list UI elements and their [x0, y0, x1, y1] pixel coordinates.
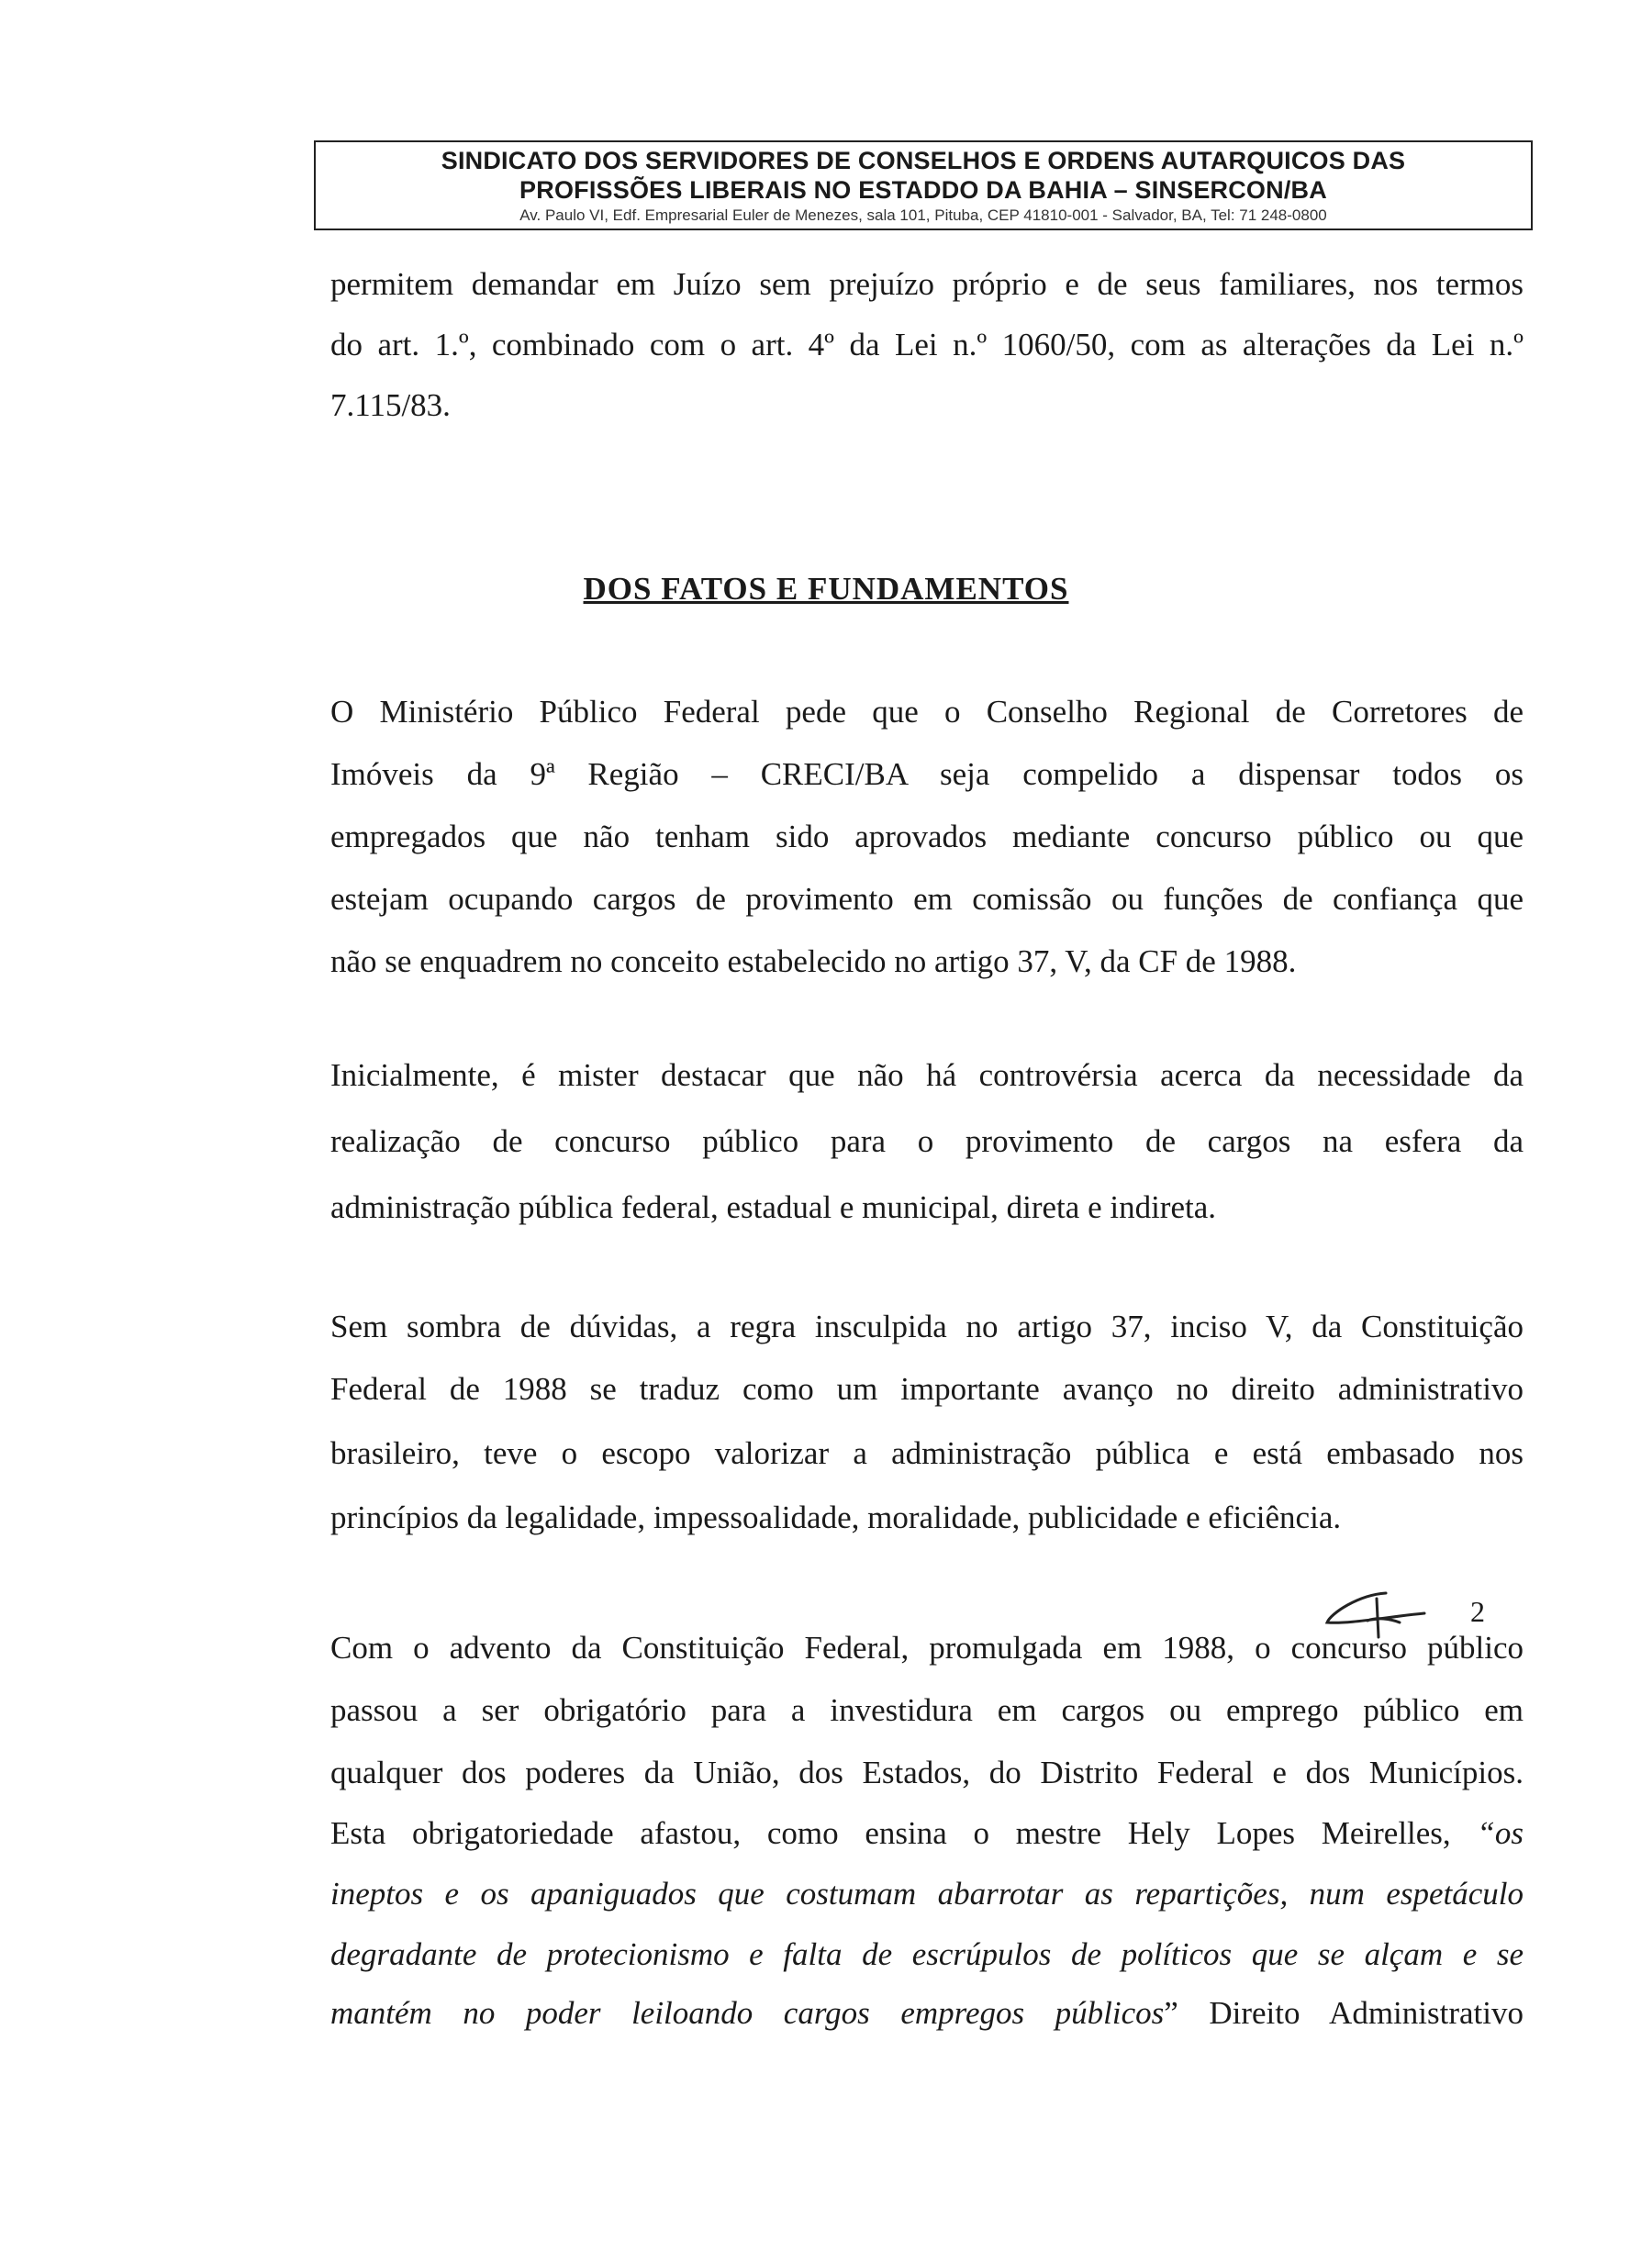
section-heading: DOS FATOS E FUNDAMENTOS [583, 571, 1069, 607]
letterhead-title-line2: PROFISSÕES LIBERAIS NO ESTADDO DA BAHIA – SINSERCON/BA [519, 176, 1327, 204]
para2-line-3: administração pública federal, estadual e municipal, direta e indireta. [330, 1189, 1216, 1225]
para4-line-5: ineptos e os apaniguados que costumam abarrotar as repartições, num espetáculo [330, 1876, 1524, 1912]
para1-line-5: não se enquadrem no conceito estabelecido no artigo 37, V, da CF de 1988. [330, 943, 1297, 979]
para1-line-2: Imóveis da 9ª Região – CRECI/BA seja compelido a dispensar todos os [330, 756, 1524, 792]
para4-line-4-quote: “os [1477, 1815, 1524, 1851]
para4-line-7 [330, 1993, 1524, 2034]
para4-line-7-quote: mantém no poder leiloando cargos empregos públicos [330, 1995, 1165, 2031]
para2-line-1: Inicialmente, é mister destacar que não há controvérsia acerca da necessidade da [330, 1057, 1524, 1093]
para3-line-4: princípios da legalidade, impessoalidade, moralidade, publicidade e eficiência. [330, 1500, 1342, 1535]
para4-line-6: degradante de protecionismo e falta de escrúpulos de políticos que se alçam e se [330, 1936, 1524, 1972]
para4-line-3: qualquer dos poderes da União, dos Estados, do Distrito Federal e dos Municípios. [330, 1755, 1524, 1790]
para1-line-4: estejam ocupando cargos de provimento em comissão ou funções de confiança que [330, 881, 1524, 917]
para3-line-2: Federal de 1988 se traduz como um importante avanço no direito administrativo [330, 1371, 1524, 1407]
para4-line-7-text: ” Direito Administrativo [1164, 1995, 1524, 2031]
intro-line-1: permitem demandar em Juízo sem prejuízo próprio e de seus familiares, nos termos [330, 266, 1524, 302]
para3-line-1: Sem sombra de dúvidas, a regra insculpida no artigo 37, inciso V, da Constituição [330, 1309, 1524, 1344]
para4-line-1: Com o advento da Constituição Federal, promulgada em 1988, o concurso público [330, 1630, 1524, 1666]
intro-line-3: 7.115/83. [330, 387, 451, 423]
initials-signature [1322, 1586, 1432, 1641]
para1-line-1: O Ministério Público Federal pede que o Conselho Regional de Corretores de [330, 694, 1524, 730]
para1-line-3: empregados que não tenham sido aprovados mediante concurso público ou que [330, 819, 1524, 854]
intro-line-2: do art. 1.º, combinado com o art. 4º da Lei n.º 1060/50, com as alterações da Lei n.º [330, 327, 1524, 362]
page-number: 2 [1470, 1595, 1485, 1628]
para4-line-2: passou a ser obrigatório para a investidura em cargos ou emprego público em [330, 1692, 1524, 1728]
para4-line-4-text: Esta obrigatoriedade afastou, como ensina o mestre Hely Lopes Meirelles, [330, 1815, 1478, 1851]
letterhead [314, 140, 1533, 230]
para4-line-4 [330, 1813, 1524, 1854]
para3-line-3: brasileiro, teve o escopo valorizar a administração pública e está embasado nos [330, 1435, 1524, 1471]
letterhead-address: Av. Paulo VI, Edf. Empresarial Euler de Menezes, sala 101, Pituba, CEP 41810-001 - Salvador, BA, Tel: 71 248-0800 [519, 206, 1327, 224]
letterhead-title-line1: SINDICATO DOS SERVIDORES DE CONSELHOS E ORDENS AUTARQUICOS DAS [441, 147, 1406, 174]
para2-line-2: realização de concurso público para o provimento de cargos na esfera da [330, 1123, 1524, 1159]
